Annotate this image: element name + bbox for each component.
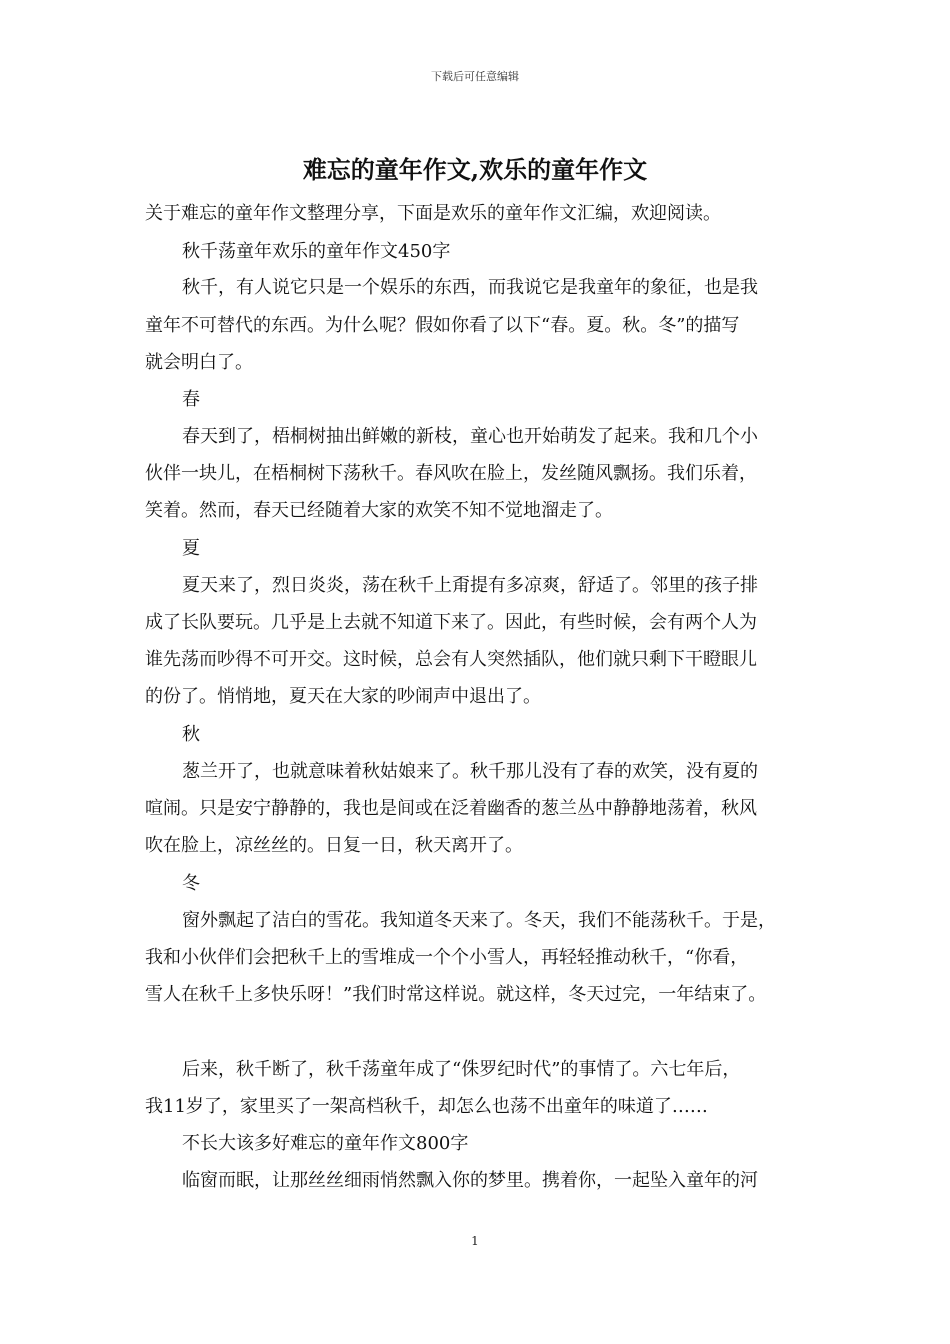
paragraph-line: 葱兰开了，也就意味着秋姑娘来了。秋千那儿没有了春的欢笑，没有夏的 (182, 761, 758, 782)
paragraph-line: 我和小伙伴们会把秋千上的雪堆成一个个小雪人，再轻轻推动秋千，“你看， (145, 947, 749, 968)
paragraph-line: 吹在脸上，凉丝丝的。日复一日，秋天离开了。 (145, 835, 523, 856)
paragraph-line: 春天到了，梧桐树抽出鲜嫩的新枝，童心也开始萌发了起来。我和几个小 (182, 426, 758, 447)
document-title: 难忘的童年作文,欢乐的童年作文 (302, 155, 648, 184)
paragraph-line: 临窗而眠，让那丝丝细雨悄然飘入你的梦里。携着你，一起坠入童年的河 (182, 1170, 758, 1191)
paragraph-line: 喧闹。只是安宁静静的，我也是间或在泛着幽香的葱兰丛中静静地荡着，秋风 (145, 798, 757, 819)
season-heading: 冬 (182, 873, 200, 894)
paragraph-line: 谁先荡而吵得不可开交。这时候，总会有人突然插队，他们就只剩下干瞪眼儿 (145, 649, 757, 670)
paragraph-line: 笑着。然而，春天已经随着大家的欢笑不知不觉地溜走了。 (145, 500, 613, 521)
paragraph-line: 成了长队要玩。几乎是上去就不知道下来了。因此，有些时候，会有两个人为 (145, 612, 757, 633)
paragraph-line: 我11岁了，家里买了一架高档秋千，却怎么也荡不出童年的味道了…… (145, 1096, 708, 1117)
paragraph-line: 雪人在秋千上多快乐呀！”我们时常这样说。就这样，冬天过完，一年结束了。 (145, 984, 767, 1005)
season-heading: 夏 (182, 538, 200, 559)
page-number: 1 (471, 1234, 479, 1248)
subheading-line: 不长大该多好难忘的童年作文800字 (182, 1133, 469, 1154)
paragraph-line: 伙伴一块儿，在梧桐树下荡秋千。春风吹在脸上，发丝随风飘扬。我们乐着， (145, 463, 757, 484)
subheading-line: 秋千荡童年欢乐的童年作文450字 (182, 241, 451, 262)
season-heading: 春 (182, 389, 200, 410)
paragraph-line: 夏天来了，烈日炎炎，荡在秋千上甭提有多凉爽，舒适了。邻里的孩子排 (182, 575, 758, 596)
paragraph-line: 窗外飘起了洁白的雪花。我知道冬天来了。冬天，我们不能荡秋千。于是， (182, 910, 776, 931)
page-header-note: 下载后可任意编辑 (431, 70, 519, 83)
paragraph-line: 就会明白了。 (145, 352, 253, 373)
paragraph-line: 后来，秋千断了，秋千荡童年成了“侏罗纪时代”的事情了。六七年后， (182, 1059, 741, 1080)
intro-line: 关于难忘的童年作文整理分享，下面是欢乐的童年作文汇编，欢迎阅读。 (145, 203, 721, 224)
paragraph-line: 秋千，有人说它只是一个娱乐的东西，而我说它是我童年的象征，也是我 (182, 277, 758, 298)
paragraph-line: 的份了。悄悄地，夏天在大家的吵闹声中退出了。 (145, 686, 541, 707)
paragraph-line: 童年不可替代的东西。为什么呢？假如你看了以下“春。夏。秋。冬”的描写 (145, 315, 740, 336)
season-heading: 秋 (182, 724, 200, 745)
